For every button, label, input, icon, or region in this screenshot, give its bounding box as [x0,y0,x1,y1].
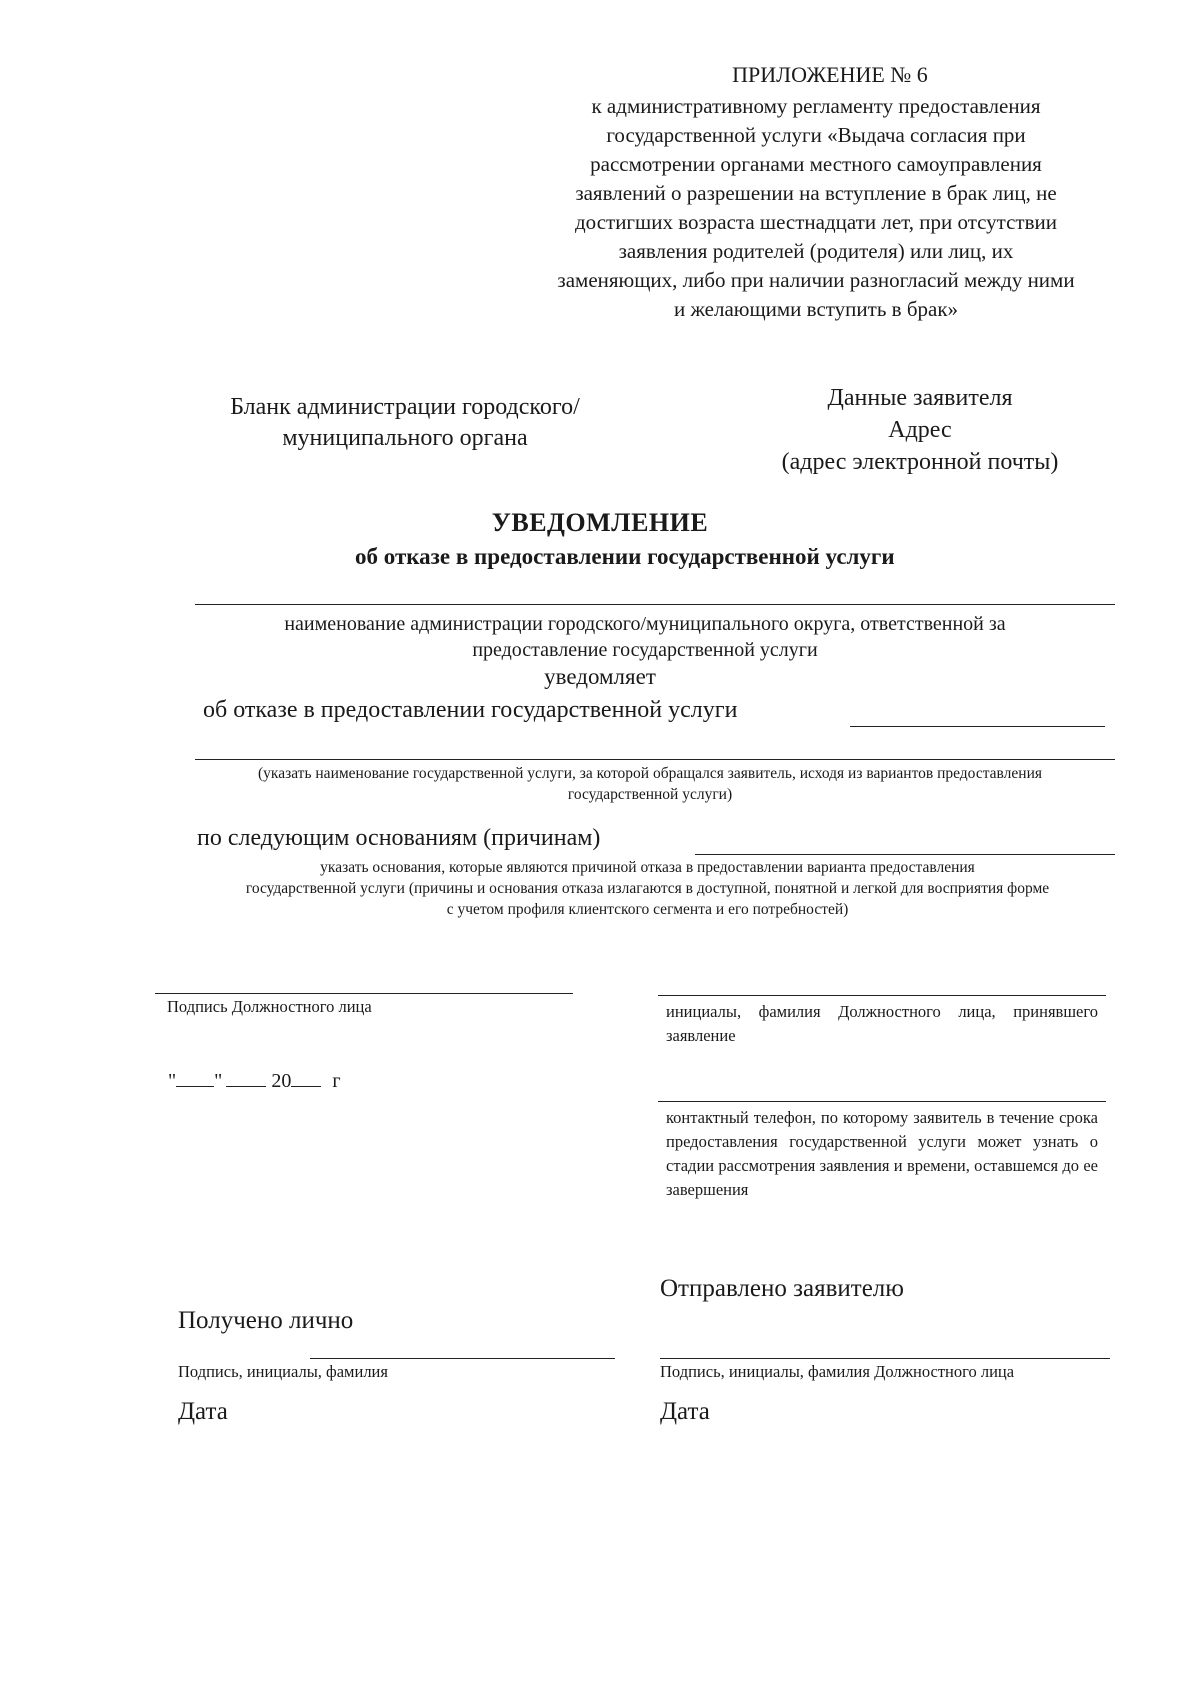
year-suffix: г [332,1070,341,1092]
appendix-line: заявления родителей (родителя) или лиц, их [618,239,1014,263]
service-name-hint [180,763,1120,805]
appendix-line: рассмотрении органами местного самоуправления [590,152,1042,176]
hint-line: указать основания, которые являются причиной отказа в предоставлении варианта предоставления [320,859,975,876]
hint-line: с учетом профиля клиентского сегмента и его потребностей) [446,901,849,918]
quote-open: " [168,1070,177,1092]
appendix-line: к административному регламенту предоставления [591,94,1041,118]
month-blank [226,1086,266,1087]
official-initials-line [658,995,1106,996]
sent-signature-line [660,1358,1110,1359]
received-date-label: Дата [178,1398,228,1425]
quote-close: " [214,1070,223,1092]
administration-name-caption [180,611,1110,663]
appendix-line: заявлений о разрешении на вступление в брак лиц, не [575,181,1057,205]
caption-line: наименование администрации городского/муниципального округа, ответственной за [284,613,1006,635]
service-name-line-2 [195,759,1115,760]
letterhead-line: муниципального органа [282,425,528,451]
appendix-line: государственной услуги «Выдача согласия при [606,123,1026,147]
appendix-line: и желающими вступить в брак» [673,297,959,321]
appendix-line: заменяющих, либо при наличии разногласий между ними [557,268,1075,292]
reasons-line [695,854,1115,855]
sent-signature-label: Подпись, инициалы, фамилия Должностного лица [660,1362,1015,1381]
administration-letterhead [180,392,630,454]
notifies-text: уведомляет [544,664,656,689]
year-blank [291,1086,321,1087]
reasons-hint [175,857,1120,920]
contact-phone-line [658,1101,1106,1102]
appendix-description [516,92,1116,324]
appendix-title: ПРИЛОЖЕНИЕ № 6 [732,62,928,87]
document-title: УВЕДОМЛЕНИЕ [491,508,709,537]
applicant-email-label: (адрес электронной почты) [781,449,1059,475]
sent-to-applicant-label: Отправлено заявителю [660,1275,904,1302]
official-signature-label: Подпись Должностного лица [167,997,372,1016]
service-name-line [850,726,1105,727]
applicant-address-label: Адрес [888,417,952,443]
official-initials-label: инициалы, фамилия Должностного лица, принявшего заявление [666,1002,1098,1045]
appendix-line: достигших возраста шестнадцати лет, при отсутствии [574,210,1057,234]
received-personally-label: Получено лично [178,1307,354,1334]
refusal-text: об отказе в предоставлении государственной услуги [203,697,738,723]
day-blank [176,1086,214,1087]
sent-date-label: Дата [660,1398,710,1425]
hint-line: (указать наименование государственной услуги, за которой обращался заявитель, исходя из вариантов предоставления [257,765,1042,782]
received-signature-label: Подпись, инициалы, фамилия [178,1362,388,1381]
year-prefix: 20 [271,1070,292,1092]
applicant-data-label: Данные заявителя [827,385,1013,411]
document-subtitle: об отказе в предоставлении государственной услуги [355,544,895,569]
caption-line: предоставление государственной услуги [472,639,818,661]
received-signature-line [310,1358,615,1359]
administration-name-line [195,604,1115,605]
applicant-data-block [720,382,1120,478]
date-template [168,1070,341,1093]
official-signature-line [155,993,573,994]
hint-line: государственной услуги (причины и основания отказа излагаются в доступной, понятной и легкой для восприятия форме [245,880,1050,897]
letterhead-line: Бланк администрации городского/ [230,394,580,420]
contact-phone-label: контактный телефон, по которому заявитель в течение срока предоставления государственной услуги может узнать о стадии рассмотрения заявления и времени, оставшемся до ее завершения [666,1108,1098,1199]
hint-line: государственной услуги) [567,786,733,803]
reasons-text: по следующим основаниям (причинам) [197,825,601,851]
